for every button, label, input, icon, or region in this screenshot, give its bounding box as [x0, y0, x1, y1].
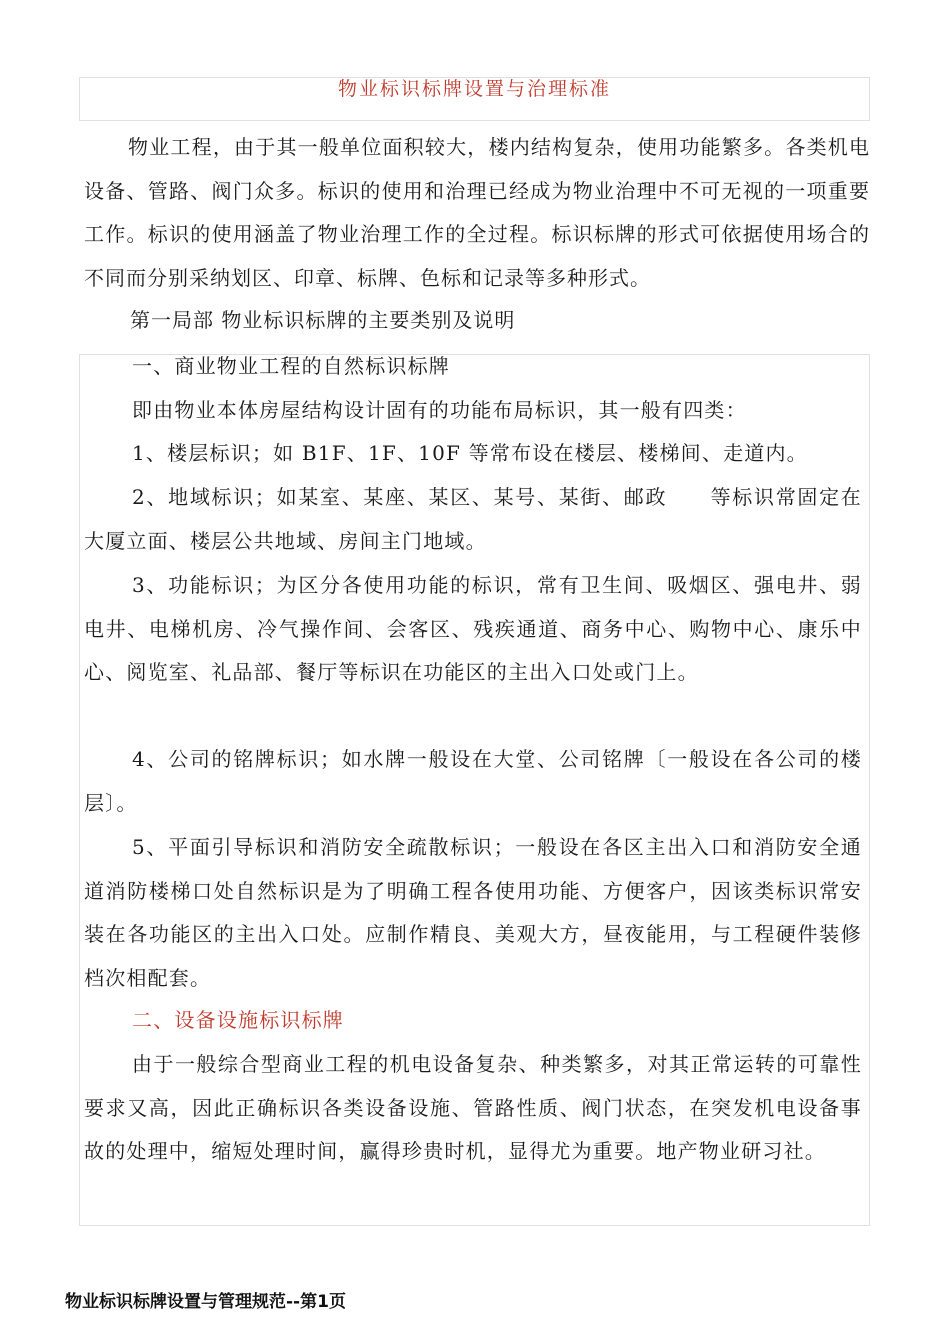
section1-item-3: 3、功能标识；为区分各使用功能的标识，常有卫生间、吸烟区、强电井、弱电井、电梯机房、冷气操作间、会客区、残疾通道、商务中心、购物中心、康乐中心、阅览室、礼品部、餐厅等标识在功能区的主出入口处或门上。: [84, 573, 862, 684]
section1-item-1: 1、楼层标识；如 B1F、1F、10F 等常布设在楼层、楼梯间、走道内。: [132, 441, 808, 465]
section1-item-2: 2、地域标识；如某室、某座、某区、某号、某街、邮政 等标识常固定在大厦立面、楼层公共地域、房间主门地域。: [84, 485, 862, 553]
section1-item-4: 4、公司的铭牌标识；如水牌一般设在大堂、公司铭牌〔一般设在各公司的楼层〕。: [84, 747, 862, 815]
section1-item-5: 5、平面引导标识和消防安全疏散标识；一般设在各区主出入口和消防安全通道消防楼梯口处自然标识是为了明确工程各使用功能、方便客户，因该类标识常安装在各功能区的主出入口处。应制作精良、美观大方，昼夜能用，与工程硬件装修档次相配套。: [84, 835, 862, 990]
intro-paragraph: 物业工程，由于其一般单位面积较大，楼内结构复杂，使用功能繁多。各类机电设备、管路、阀门众多。标识的使用和治理已经成为物业治理中不可无视的一项重要工作。标识的使用涵盖了物业治理工作的全过程。标识标牌的形式可依据使用场合的不同而分别采纳划区、印章、标牌、色标和记录等多种形式。: [84, 135, 870, 290]
title-box: [79, 77, 870, 121]
section2-heading: 二、设备设施标识标牌: [132, 1008, 344, 1032]
section1-lead: 即由物业本体房屋结构设计固有的功能布局标识，其一般有四类：: [132, 398, 747, 422]
document-title: 物业标识标牌设置与治理标准: [337, 78, 611, 100]
section2-body: 由于一般综合型商业工程的机电设备复杂、种类繁多，对其正常运转的可靠性要求又高，因此正确标识各类设备设施、管路性质、阀门状态，在突发机电设备事故的处理中，缩短处理时间，赢得珍贵时机，显得尤为重要。地产物业研习社。: [84, 1052, 862, 1163]
content-box: [79, 354, 870, 1226]
part-heading: 第一局部 物业标识标牌的主要类别及说明: [130, 308, 516, 332]
section1-heading: 一、商业物业工程的自然标识标牌: [132, 354, 450, 378]
page-footer: 物业标识标牌设置与管理规范--第1页: [65, 1292, 346, 1312]
